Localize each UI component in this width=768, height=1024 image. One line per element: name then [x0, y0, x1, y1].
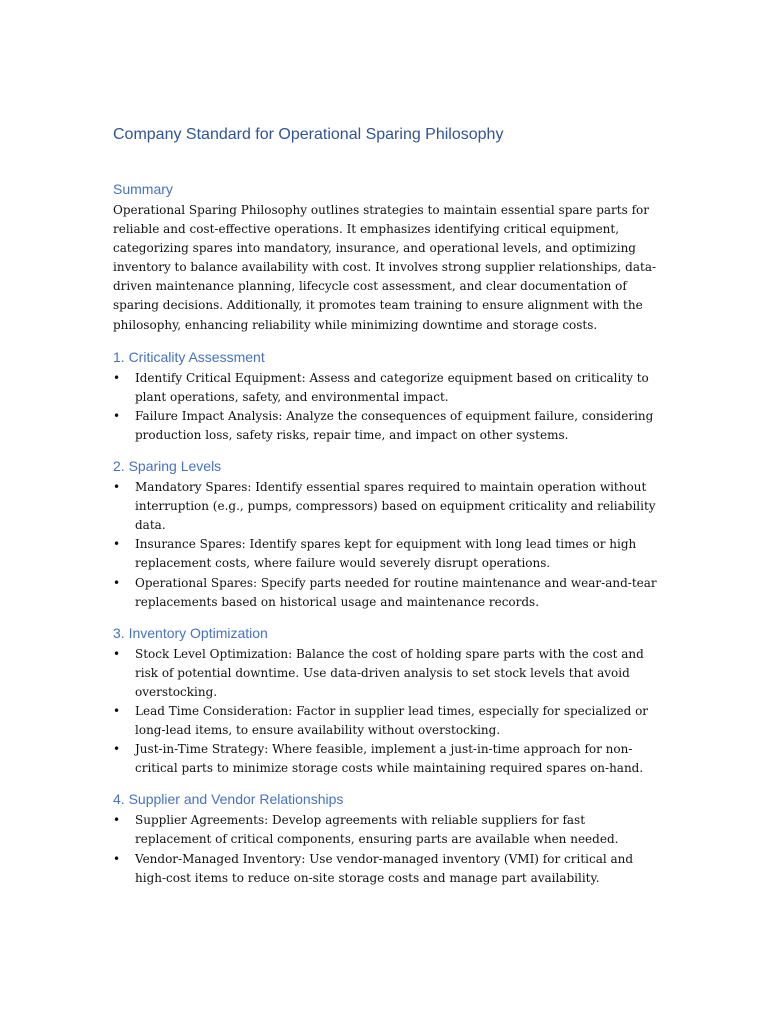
list-item — [113, 811, 658, 849]
bullet-icon: • — [113, 537, 121, 552]
section-supplier-vendor-relationships — [113, 790, 658, 887]
bullet-icon: • — [113, 408, 121, 423]
list-item — [113, 369, 658, 407]
list-item — [113, 740, 658, 778]
list-item-text: Mandatory Spares: Identify essential spares required to maintain operation without interruption (e.g., pumps, compressors) based on equipment criticality and reliability data. — [135, 480, 656, 533]
list-item-text: Supplier Agreements: Develop agreements with reliable suppliers for fast replacement of critical components, ensuring parts are available when needed. — [135, 813, 619, 847]
bullet-list — [113, 478, 658, 612]
document-title: Company Standard for Operational Sparing Philosophy — [113, 126, 504, 143]
bullet-icon: • — [113, 703, 121, 718]
section-inventory-optimization — [113, 624, 658, 779]
list-item-text: Insurance Spares: Identify spares kept for equipment with long lead times or high replacement costs, where failure would severely disrupt operations. — [135, 537, 637, 571]
bullet-icon: • — [113, 646, 121, 661]
bullet-icon: • — [113, 575, 121, 590]
bullet-icon: • — [113, 480, 121, 495]
list-item-text: Operational Spares: Specify parts needed for routine maintenance and wear-and-tear replacements based on historical usage and maintenance records. — [135, 575, 657, 609]
list-item-text: Lead Time Consideration: Factor in supplier lead times, especially for specialized or long-lead items, to ensure availability without overstocking. — [135, 703, 649, 738]
bullet-icon: • — [113, 851, 121, 866]
list-item-text: Identify Critical Equipment: Assess and categorize equipment based on criticality to plant operations, safety, and environmental impact. — [135, 370, 649, 404]
bullet-icon: • — [113, 742, 121, 757]
list-item-text: Vendor-Managed Inventory: Use vendor-managed inventory (VMI) for critical and high-cost items to reduce on-site storage costs and manage part availability. — [135, 851, 634, 885]
list-item-text: Just-in-Time Strategy: Where feasible, implement a just-in-time approach for non-critical parts to minimize storage costs while maintaining required spares on-hand. — [135, 742, 644, 776]
list-item — [113, 535, 658, 573]
list-item — [113, 645, 658, 702]
list-item-text: Failure Impact Analysis: Analyze the consequences of equipment failure, considering production loss, safety risks, repair time, and impact on other systems. — [135, 408, 654, 442]
list-item — [113, 850, 658, 888]
section-heading: 4. Supplier and Vendor Relationships — [113, 791, 344, 808]
document-body — [113, 124, 658, 900]
section-sparing-levels — [113, 457, 658, 612]
section-heading: 1. Criticality Assessment — [113, 348, 265, 365]
section-criticality-assessment — [113, 348, 658, 445]
bullet-icon: • — [113, 370, 121, 385]
bullet-list — [113, 811, 658, 887]
bullet-icon: • — [113, 813, 121, 828]
list-item-text: Stock Level Optimization: Balance the cost of holding spare parts with the cost and risk of potential downtime. Use data-driven analysis to set stock levels that avoid overstocking. — [135, 646, 644, 699]
list-item — [113, 407, 658, 445]
summary-section — [113, 180, 658, 335]
summary-paragraph: Operational Sparing Philosophy outlines strategies to maintain essential spare parts for reliable and cost-effective operations. It emphasizes identifying critical equipment, categorizing spares into mandatory, insurance, and operational levels, and optimizing inventory to balance availability with cost. It involves strong supplier relationships, data-driven maintenance planning, lifecycle cost assessment, and clear documentation of sparing decisions. Additionally, it promotes team training to ensure alignment with the philosophy, enhancing reliability while minimizing downtime and storage costs. — [113, 203, 657, 332]
list-item — [113, 574, 658, 612]
section-heading: 3. Inventory Optimization — [113, 624, 268, 641]
list-item — [113, 702, 658, 740]
bullet-list — [113, 369, 658, 445]
section-heading: 2. Sparing Levels — [113, 458, 222, 475]
bullet-list — [113, 645, 658, 779]
summary-heading: Summary — [113, 181, 173, 197]
list-item — [113, 478, 658, 535]
